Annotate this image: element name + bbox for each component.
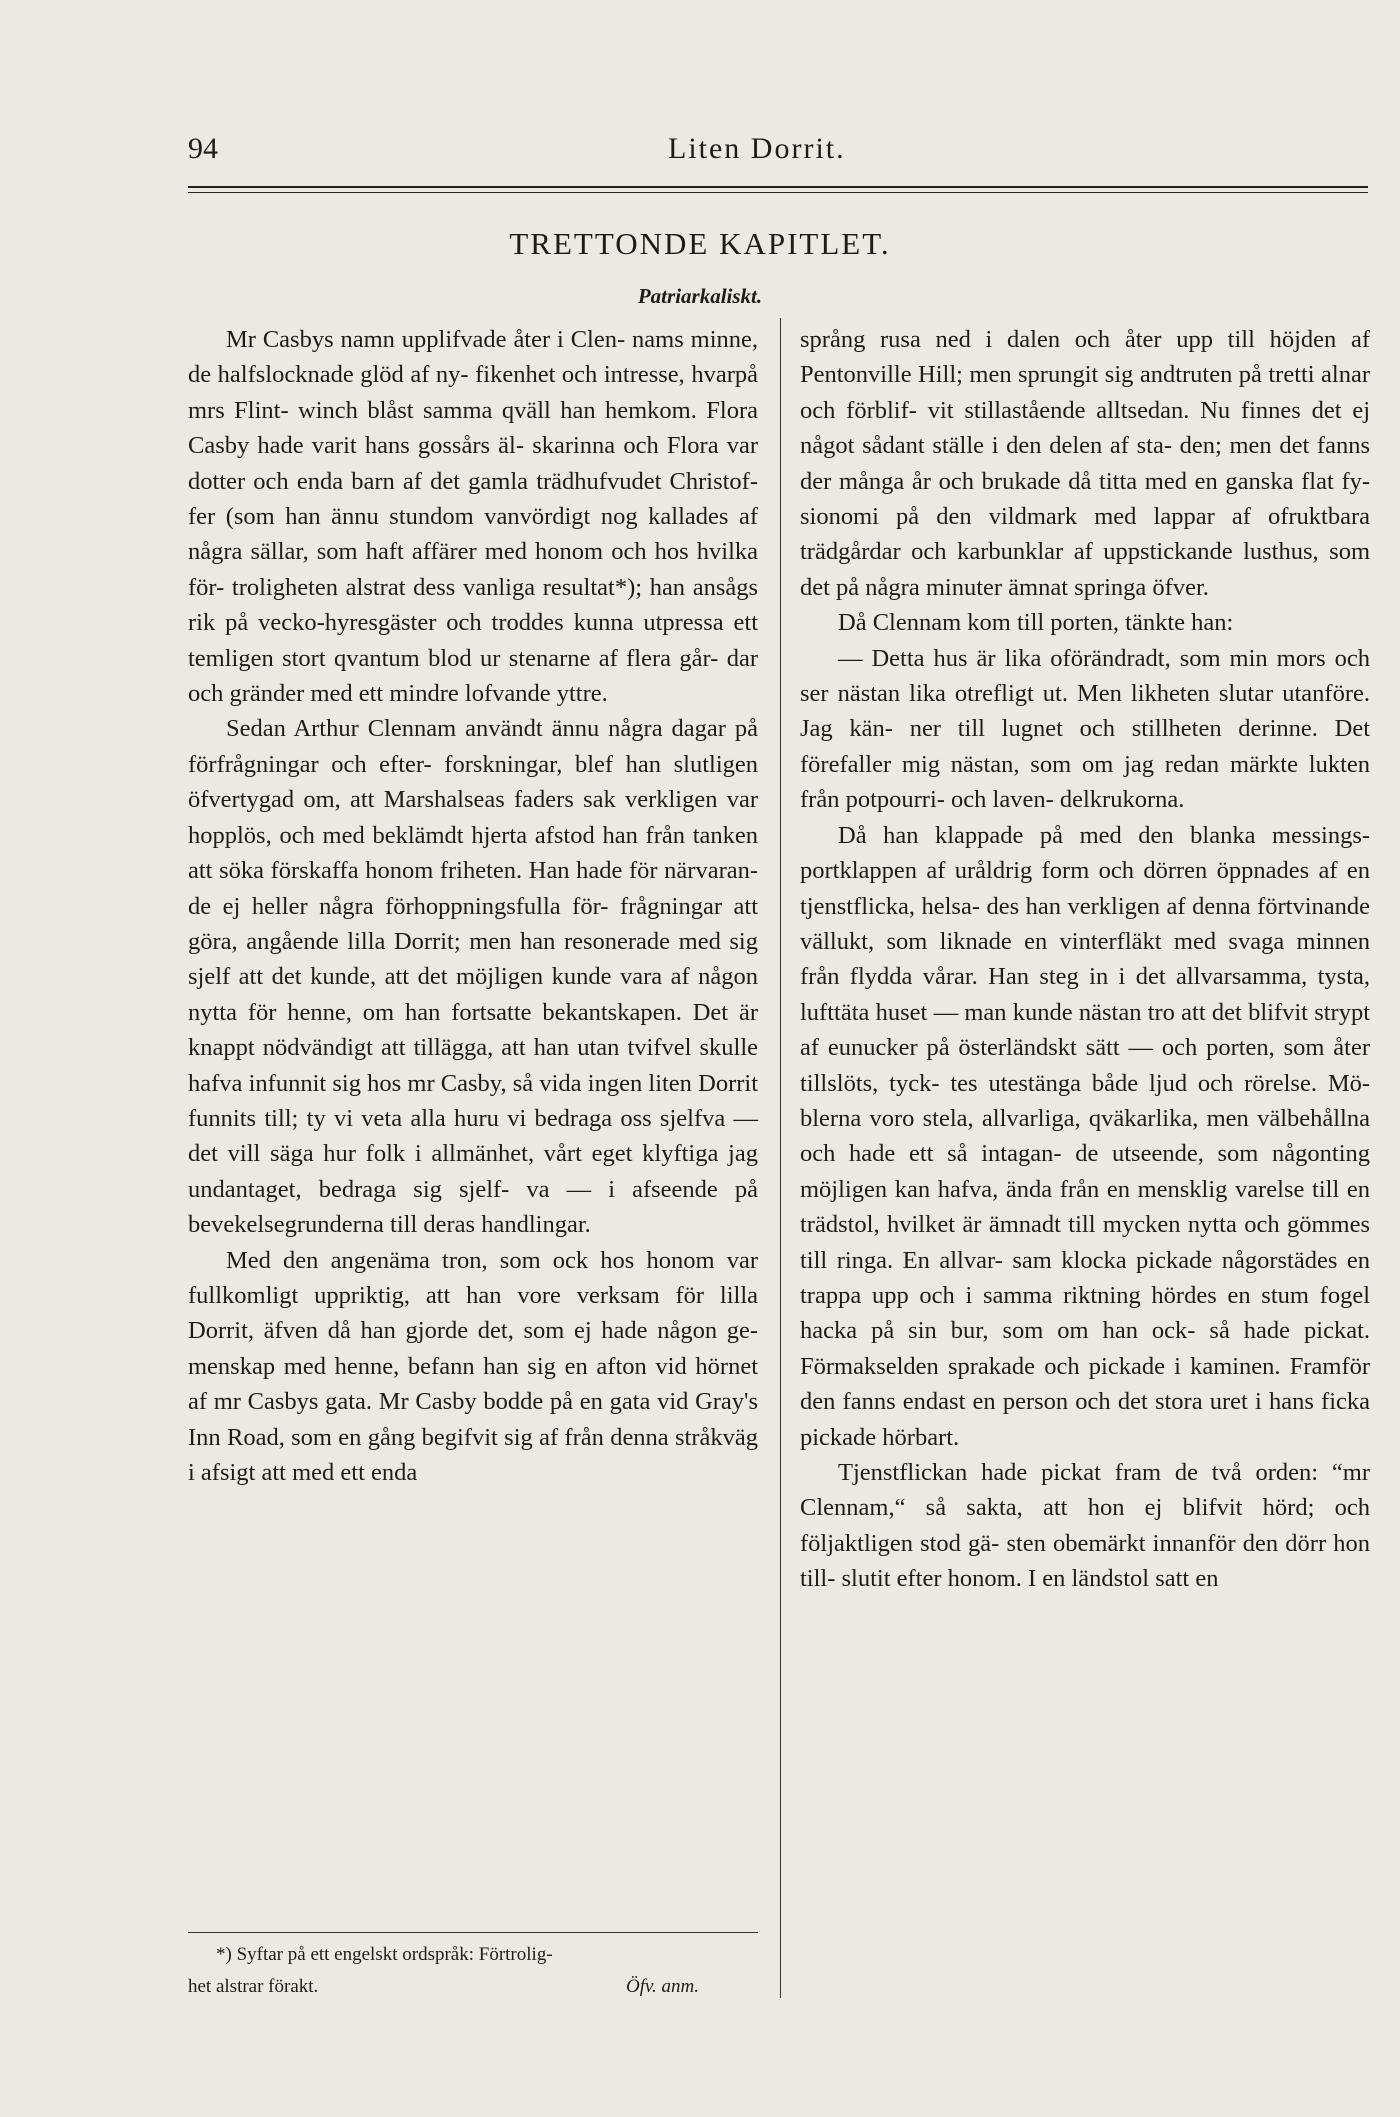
paragraph: Då han klappade på med den blanka messings-portklappen af uråldrig form och dörren öppnades af en tjenstflicka, helsa- des han verkligen af denna förtvinande vällukt, som liknade en vinterfläkt med svaga minnen från flydda vårar. Han steg in i det allvarsamma, tysta, lufttäta huset — man kunde nästan tro att det blifvit strypt af eunucker på österländskt sätt — och porten, som åter tillslöts, tyck- tes utestänga både ljud och rörelse. Mö- blerna voro stela, allvarliga, qväkarlika, men välbehållna och hade ett så intagan- de utseende, som någonting möjligen kan hafva, ända från en mensklig varelse till en trädstol, hvilket är ämnadt till mycken nytta och gömmes till ringa. En allvar- sam klocka pickade någorstädes en trappa upp och i samma riktning hördes en stum fogel hacka på sin bur, som om han ock- så hade pickat. Förmakselden sprakade och pickade i kaminen. Framför den fanns endast en person och det stora uret i hans ficka pickade hörbart.	[800, 821, 1371, 1451]
column-divider	[780, 318, 781, 1998]
paragraph: Med den angenäma tron, som ock hos honom var fullkomligt uppriktig, att han vore verksam för lilla Dorrit, äfven då han gjorde det, som ej hade någon ge- menskap med henne, befann han sig en afton vid hörnet af mr Casbys gata. Mr Casby bodde på en gata vid Gray's Inn Road, som en gång begifvit sig af från denna stråkväg i afsigt att med ett enda	[188, 1246, 759, 1486]
running-title: Liten Dorrit.	[668, 132, 846, 165]
header-rule-thin	[188, 192, 1368, 193]
chapter-title: TRETTONDE KAPITLET.	[509, 226, 891, 261]
paragraph: — Detta hus är lika oförändradt, som min mors och ser nästan lika otrefligt ut. Men likheten slutar utanföre. Jag kän- ner till lugnet och stillheten derinne. Det förefaller mig nästan, som om jag redan märkte lukten från potpourri- och laven- delkrukorna.	[800, 644, 1371, 814]
footnote-line: het alstrar förakt.	[188, 1976, 319, 1997]
paragraph: Då Clennam kom till porten, tänkte han:	[838, 609, 1234, 637]
paragraph: Tjenstflickan hade pickat fram de två orden: “mr Clennam,“ så sakta, att hon ej blifvit hörd; och följaktligen stod gä- sten obemärkt innanför den dörr hon till- slutit efter honom. I en ländstol satt en	[800, 1459, 1370, 1593]
right-column	[800, 322, 1370, 1597]
footnote-source: Öfv. anm.	[626, 1976, 699, 1997]
left-column	[188, 322, 758, 1490]
footnote-line: *) Syftar på ett engelskt ordspråk: Förtrolig-	[216, 1944, 553, 1965]
running-header	[188, 132, 1368, 176]
page-number: 94	[188, 132, 218, 165]
chapter-subtitle: Patriarkaliskt.	[637, 284, 763, 308]
paragraph: Sedan Arthur Clennam användt ännu några dagar på förfrågningar och efter- forskningar, blef han slutligen öfvertygad om, att Marshalseas faders sak verkligen var hopplös, och med beklämdt hjerta afstod han från tanken att söka förskaffa honom friheten. Han hade för närvaran- de ej heller några förhoppningsfulla för- frågningar att göra, angående lilla Dorrit; men han resonerade med sig sjelf att det kunde, att det möjligen kunde vara af någon nytta för henne, om han fortsatte bekantskapen. Det är knappt nödvändigt att tillägga, att han utan tvifvel skulle hafva infunnit sig hos mr Casby, så vida ingen liten Dorrit funnits till; ty vi veta alla huru vi bedraga oss sjelfva — det vill säga hur folk i allmänhet, vårt eget klyftiga jag undantaget, bedraga sig sjelf- va — i afseende på bevekelsegrunderna till deras handlingar.	[188, 715, 759, 1239]
header-rule-thick	[188, 186, 1368, 188]
paragraph: Mr Casbys namn upplifvade åter i Clen- nams minne, de halfslocknade glöd af ny- fikenhet och intresse, hvarpå mrs Flint- winch blåst samma qväll han hemkom. Flora Casby hade varit hans gossårs äl- skarinna och Flora var dotter och enda barn af det gamla trädhufvudet Christof- fer (som han ännu stundom vanvördigt nog kallades af några sällar, som haft affärer med honom och hos hvilka för- troligheten alstrat dess vanliga resultat*); han ansågs rik på vecko-hyresgäster och troddes kunna utpressa ett temligen stort qvantum blod ur stenarne af flera går- dar och gränder med ett mindre lofvande yttre.	[188, 326, 759, 708]
footnote-rule	[188, 1932, 758, 1933]
paragraph: språng rusa ned i dalen och åter upp till höjden af Pentonville Hill; men sprungit sig andtruten på tretti alnar och förblif- vit stillastående alltsedan. Nu finnes det ej något sådant ställe i den delen af sta- den; men det fanns der många år och brukade då titta med en ganska flat fy- sionomi på den vildmark med lappar af ofruktbara trädgårdar och karbunklar af uppstickande lusthus, som det på några minuter ämnat springa öfver.	[800, 326, 1371, 601]
